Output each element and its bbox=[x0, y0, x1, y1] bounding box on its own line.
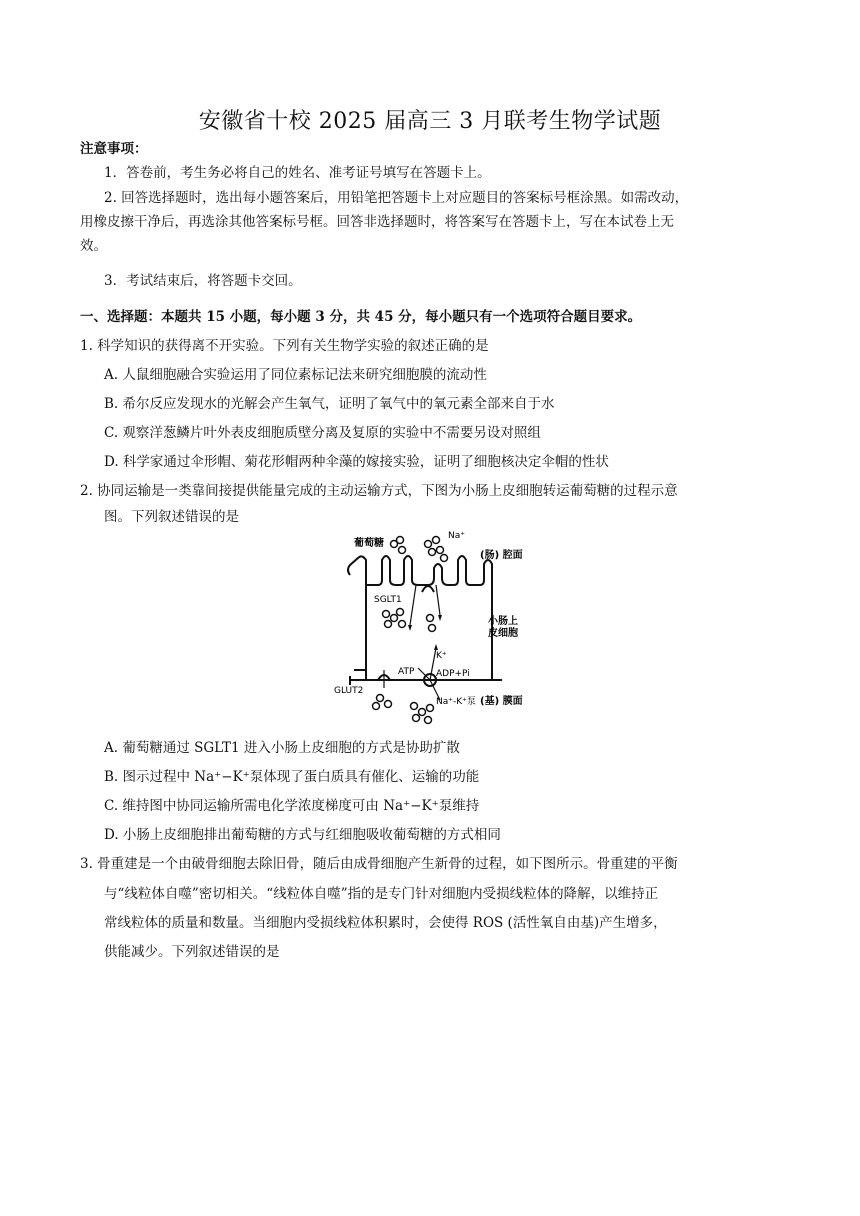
arrowhead bbox=[438, 615, 442, 621]
label-cell-line-1: 小肠上 bbox=[488, 616, 518, 627]
question-3-stem-line-4: 供能减少。下列叙述错误的是 bbox=[104, 944, 280, 960]
question-2-option-a: A. 葡萄糖通过 SGLT1 进入小肠上皮细胞的方式是协助扩散 bbox=[104, 740, 460, 756]
page-title: 安徽省十校 2025 届高三 3 月联考生物学试题 bbox=[198, 109, 662, 134]
question-1-option-b: B. 希尔反应发现水的光解会产生氧气，证明了氧气中的氧元素全部来自于水 bbox=[104, 396, 555, 412]
basal-glucose-molecules bbox=[373, 695, 434, 724]
label-atp: ATP bbox=[398, 667, 415, 677]
label-na: Na⁺ bbox=[448, 531, 465, 541]
question-3-stem-line-1: 3. 骨重建是一个由破骨细胞去除旧骨，随后由成骨细胞产生新骨的过程，如下图所示。骨重建的平衡 bbox=[80, 856, 678, 872]
notice-item-3: 3．考试结束后，将答题卡交回。 bbox=[104, 273, 302, 289]
notice-item-2-line-2: 用橡皮擦干净后，再选涂其他答案标号框。回答非选择题时，将答案写在答题卡上，写在本试卷上无 bbox=[80, 214, 674, 230]
arrowhead bbox=[408, 625, 412, 631]
label-adp: ADP+Pi bbox=[436, 669, 470, 679]
question-1-option-c: C. 观察洋葱鳞片叶外表皮细胞质壁分离及复原的实验中不需要另设对照组 bbox=[104, 425, 541, 441]
question-2-option-b: B. 图示过程中 Na⁺−K⁺泵体现了蛋白质具有催化、运输的功能 bbox=[104, 769, 480, 785]
label-sglt1: SGLT1 bbox=[374, 595, 402, 605]
notice-heading: 注意事项： bbox=[80, 141, 148, 157]
question-2-option-c: C. 维持图中协同运输所需电化学浓度梯度可由 Na⁺−K⁺泵维持 bbox=[104, 798, 480, 814]
left-cell-wall bbox=[348, 556, 366, 670]
label-k: K⁺ bbox=[436, 651, 447, 661]
question-1-option-a: A. 人鼠细胞融合实验运用了同位素标记法来研究细胞膜的流动性 bbox=[104, 367, 487, 383]
arrowhead bbox=[434, 644, 438, 650]
question-2-stem-line-2: 图。下列叙述错误的是 bbox=[104, 509, 239, 525]
label-pump: Na⁺-K⁺泵 bbox=[436, 697, 476, 707]
question-1-stem: 1. 科学知识的获得离不开实验。下列有关生物学实验的叙述正确的是 bbox=[80, 338, 489, 354]
question-2-stem-line-1: 2. 协同运输是一类靠间接提供能量完成的主动运输方式，下图为小肠上皮细胞转运葡萄糖的过程示意 bbox=[80, 483, 678, 499]
glucose-entry-arrow bbox=[410, 585, 416, 625]
notice-item-2-line-3: 效。 bbox=[80, 238, 107, 254]
label-cell-line-2: 皮细胞 bbox=[488, 628, 518, 639]
question-2-option-d: D. 小肠上皮细胞排出葡萄糖的方式与红细胞吸收葡萄糖的方式相同 bbox=[104, 827, 501, 843]
sglt1-transporter bbox=[422, 586, 434, 592]
label-glucose: 葡萄糖 bbox=[354, 538, 384, 549]
cell-diagram-svg bbox=[330, 530, 530, 730]
lumen-glucose-molecules bbox=[391, 537, 448, 562]
na-entry-arrow bbox=[436, 585, 440, 615]
question-3-stem-line-2: 与“线粒体自噬”密切相关。“线粒体自噬”指的是专门针对细胞内受损线粒体的降解，以维持正 bbox=[104, 886, 659, 902]
question-1-option-d: D. 科学家通过伞形帽、菊花形帽两种伞藻的嫁接实验，证明了细胞核决定伞帽的性状 bbox=[104, 454, 609, 470]
label-basal: (基) 膜面 bbox=[480, 696, 523, 707]
label-lumen: (肠) 腔面 bbox=[480, 550, 523, 561]
notice-item-1: 1．答卷前，考生务必将自己的姓名、准考证号填写在答题卡上。 bbox=[104, 165, 491, 181]
glucose-transport-diagram bbox=[330, 530, 530, 730]
notice-item-2-line-1: 2. 回答选择题时，选出每小题答案后，用铅笔把答题卡上对应题目的答案标号框涂黑。如需改动， bbox=[104, 190, 689, 206]
section-heading: 一、选择题：本题共 15 小题，每小题 3 分，共 45 分，每小题只有一个选项符合题目要求。 bbox=[80, 309, 642, 325]
label-glut2: GLUT2 bbox=[334, 686, 364, 696]
question-3-stem-line-3: 常线粒体的质量和数量。当细胞内受损线粒体积累时，会使得 ROS (活性氧自由基)产生增多， bbox=[104, 915, 667, 931]
cytoplasm-glucose-molecules bbox=[383, 609, 436, 632]
